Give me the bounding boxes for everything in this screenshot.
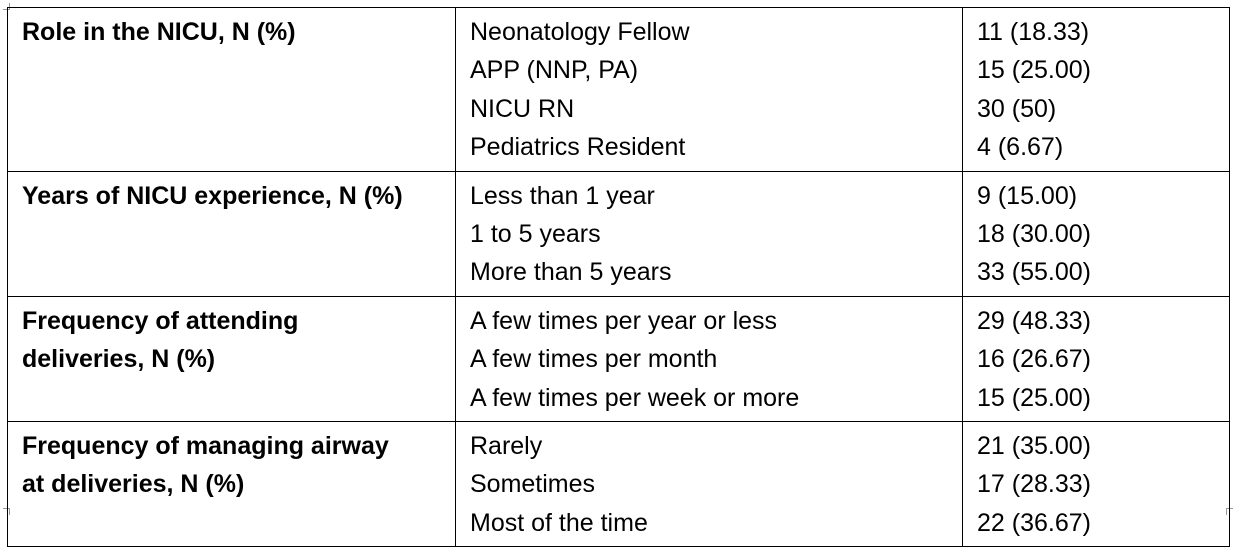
table-row: [8, 8, 1230, 172]
option-label: A few times per year or less: [470, 306, 778, 335]
category-cell: [8, 171, 456, 296]
option-label: Sometimes: [470, 470, 596, 499]
value-label: 29 (48.33): [977, 306, 1091, 335]
value-label: 18 (30.00): [977, 220, 1091, 249]
options-cell: [456, 171, 963, 296]
value-label: 15 (25.00): [977, 56, 1091, 85]
options-cell: [456, 422, 963, 547]
option-label: Neonatology Fellow: [470, 18, 690, 46]
category-cell: [8, 422, 456, 547]
category-label: at deliveries, N (%): [22, 470, 245, 499]
option-label: Less than 1 year: [470, 181, 655, 210]
option-label: 1 to 5 years: [470, 220, 601, 249]
category-label: Frequency of attending: [22, 306, 299, 335]
category-label: Role in the NICU, N (%): [22, 18, 296, 46]
option-label: Most of the time: [470, 508, 648, 537]
table-row: [8, 422, 1230, 547]
values-cell: [963, 296, 1230, 421]
category-label: Frequency of managing airway: [22, 432, 389, 461]
table-row: [8, 296, 1230, 421]
value-label: 17 (28.33): [977, 470, 1091, 499]
option-label: NICU RN: [470, 94, 575, 123]
options-cell: [456, 8, 963, 172]
option-label: A few times per week or more: [470, 383, 800, 412]
value-label: 4 (6.67): [977, 133, 1064, 162]
option-label: Rarely: [470, 432, 543, 461]
option-label: A few times per month: [470, 345, 718, 374]
value-label: 16 (26.67): [977, 345, 1091, 374]
option-label: APP (NNP, PA): [470, 56, 639, 85]
table-row: [8, 171, 1230, 296]
value-label: 9 (15.00): [977, 181, 1078, 210]
category-label: deliveries, N (%): [22, 345, 216, 374]
option-label: More than 5 years: [470, 258, 672, 287]
values-cell: [963, 171, 1230, 296]
value-label: 15 (25.00): [977, 383, 1091, 412]
options-cell: [456, 296, 963, 421]
value-label: 33 (55.00): [977, 258, 1091, 287]
value-label: 11 (18.33): [977, 18, 1090, 46]
value-label: 21 (35.00): [977, 432, 1091, 461]
value-label: 22 (36.67): [977, 508, 1091, 537]
category-label: Years of NICU experience, N (%): [22, 181, 403, 210]
option-label: Pediatrics Resident: [470, 133, 686, 162]
category-cell: [8, 296, 456, 421]
values-cell: [963, 422, 1230, 547]
demographics-table: [7, 7, 1230, 547]
values-cell: [963, 8, 1230, 172]
category-cell: [8, 8, 456, 172]
value-label: 30 (50): [977, 94, 1057, 123]
